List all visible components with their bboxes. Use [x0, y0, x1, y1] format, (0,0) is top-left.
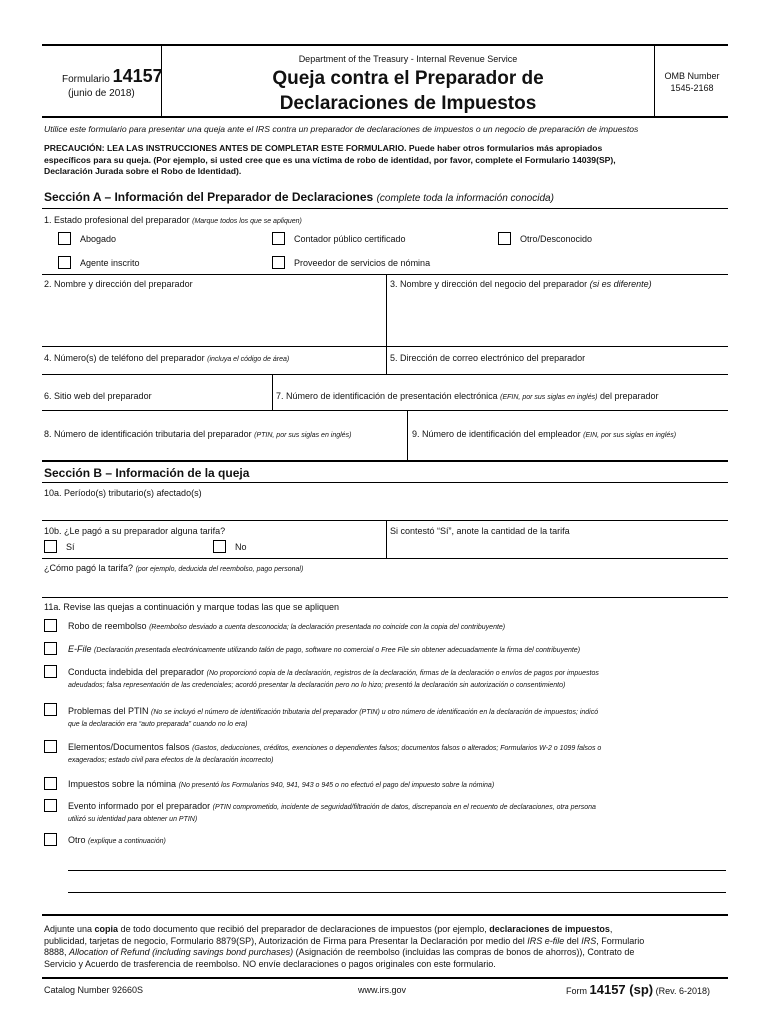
q3-field[interactable]: [387, 292, 728, 346]
section-a-title: Sección A – Información del Preparador de Declaraciones (complete toda la información conocida): [44, 190, 554, 204]
how-paid-label: ¿Cómo pagó la tarifa? (por ejemplo, deducida del reembolso, pago personal): [44, 563, 304, 573]
checkbox-agente-inscrito[interactable]: [58, 256, 71, 269]
checkbox-abogado[interactable]: [58, 232, 71, 245]
q6-label: 6. Sitio web del preparador: [44, 391, 152, 401]
complaint-impuestos-nomina: Impuestos sobre la nómina (No presentó los Formularios 940, 941, 943 o 945 o no efectuó el pago del impuesto sobre la nómina): [68, 779, 495, 789]
checkbox-contador[interactable]: [272, 232, 285, 245]
q7-label: 7. Número de identificación de presentación electrónica (EFIN, por sus siglas en inglés) del preparador: [276, 391, 659, 401]
checkbox-otro[interactable]: [44, 833, 57, 846]
q2-label: 2. Nombre y dirección del preparador: [44, 279, 193, 289]
option-agente-label: Agente inscrito: [80, 258, 140, 268]
explanation-line-1[interactable]: [68, 870, 726, 871]
no-label: No: [235, 542, 247, 552]
form-id-box: [42, 46, 162, 118]
catalog-number: Catalog Number 92660S: [44, 985, 144, 995]
checkbox-evento-informado[interactable]: [44, 799, 57, 812]
q1-label: 1. Estado profesional del preparador (Marque todos los que se apliquen): [44, 215, 302, 225]
checkbox-proveedor-nomina[interactable]: [272, 256, 285, 269]
option-contador-label: Contador público certificado: [294, 234, 406, 244]
si-label: Sí: [66, 542, 75, 552]
checkbox-conducta-indebida[interactable]: [44, 665, 57, 678]
checkbox-impuestos-nomina[interactable]: [44, 777, 57, 790]
form-title: Queja contra el Preparador de Declaraciones de Impuestos: [272, 68, 544, 114]
fee-amount-label: Si contestó “Sí”, anote la cantidad de la tarifa: [390, 526, 570, 536]
form-number: Formulario 14157: [62, 66, 163, 86]
checkbox-otro-desconocido[interactable]: [498, 232, 511, 245]
q10a-label: 10a. Período(s) tributario(s) afectado(s): [44, 488, 202, 498]
complaint-evento-informado: Evento informado por el preparador (PTIN comprometido, incidente de seguridad/filtración de datos, discrepancia en el recuento de declaraciones, otra persona utilizó su identidad para obtener un PTIN): [68, 801, 596, 823]
checkbox-problemas-ptin[interactable]: [44, 703, 57, 716]
q8-label: 8. Número de identificación tributaria del preparador (PTIN, por sus siglas en inglés): [44, 429, 352, 439]
q2-field[interactable]: [42, 292, 386, 346]
complaint-elementos-falsos: Elementos/Documentos falsos (Gastos, deducciones, créditos, exenciones o dependientes falsos; documentos falsos o alterados; Formularios W-2 o 1099 falsos o exagerados; estado civil para efectos de la declaración incorrecto): [68, 742, 602, 764]
form-header: [42, 44, 728, 118]
option-otro-label: Otro/Desconocido: [520, 234, 593, 244]
q11a-label: 11a. Revise las quejas a continuación y marque todas las que se apliquen: [44, 602, 340, 612]
form-date: (junio de 2018): [68, 88, 135, 99]
checkbox-robo-reembolso[interactable]: [44, 619, 57, 632]
section-b-title: Sección B – Información de la queja: [44, 466, 250, 480]
complaint-efile: E-File (Declaración presentada electrónicamente utilizando talón de pago, software no comercial o Free File sin obtener adecuadamente la firma del contribuyente): [68, 644, 581, 654]
title-box: [162, 46, 654, 118]
form-footer-id: Form 14157 (sp) (Rev. 6-2018): [566, 982, 710, 997]
q4-label: 4. Número(s) de teléfono del preparador (incluya el código de área): [44, 353, 290, 363]
website: www.irs.gov: [358, 985, 407, 995]
omb-number: 1545-2168: [670, 83, 714, 93]
omb-label: OMB Number: [664, 71, 720, 81]
checkbox-si[interactable]: [44, 540, 57, 553]
attach-note: Adjunte una copia de todo documento que recibió del preparador de declaraciones de impuestos (por ejemplo, declaraciones de impuestos, publicidad, tarjetas de negocio, Formulario 8879(SP), Autorización de Firma para Presentar la Declaración por medio del IRS e-file del IRS, Formulario 8888, Allocation of Refund (including savings bond purchases) (Asignación de reembolso (incluidas las compras de bonos de ahorros)), Contrato de Servicio y Acuerdo de trasferencia de reembolso. NO envíe declaraciones o pagos originales con este formulario.: [44, 924, 645, 969]
complaint-robo-reembolso: Robo de reembolso (Reembolso desviado a cuenta desconocida; la declaración presentada no coincide con la copia del contribuyente): [68, 621, 506, 631]
complaint-otro: Otro (explique a continuación): [68, 835, 166, 845]
q3-label: 3. Nombre y dirección del negocio del preparador (si es diferente): [390, 279, 652, 289]
q5-label: 5. Dirección de correo electrónico del preparador: [390, 353, 586, 363]
complaint-problemas-ptin: Problemas del PTIN (No se incluyó el número de identificación tributaria del preparador (PTIN) u otro número de identificación en la declaración de impuestos; indicó que la declaración era “auto preparada” cuando no lo era): [68, 706, 599, 728]
checkbox-efile[interactable]: [44, 642, 57, 655]
complaint-conducta-indebida: Conducta indebida del preparador (No proporcionó copia de la declaración, registros de la declaración, firmas de la declaración o envíos de pagos por impuestos adeudados; falsa representación de las credenciales; acordó presentar la declaración pero no lo hizo; presentó la declaración sin autorización o consentimiento): [68, 667, 599, 689]
caution-text: PRECAUCIÓN: LEA LAS INSTRUCCIONES ANTES DE COMPLETAR ESTE FORMULARIO. Puede haber otros formularios más apropiados específicos para su queja. (Por ejemplo, si usted cree que es una víctima de robo de identidad, por favor, complete el Formulario 14039(SP), Declaración Jurada sobre el Robo de Identidad).: [44, 143, 616, 176]
omb-box: [654, 46, 728, 118]
q9-label: 9. Número de identificación del empleador (EIN, por sus siglas en inglés): [412, 429, 677, 439]
option-proveedor-label: Proveedor de servicios de nómina: [294, 258, 431, 268]
explanation-line-2[interactable]: [68, 892, 726, 893]
checkbox-elementos-falsos[interactable]: [44, 740, 57, 753]
option-abogado-label: Abogado: [80, 234, 117, 244]
intro-text: Utilice este formulario para presentar una queja ante el IRS contra un preparador de declaraciones de impuestos o un negocio de preparación de impuestos: [44, 124, 639, 134]
checkbox-no[interactable]: [213, 540, 226, 553]
department: Department of the Treasury - Internal Revenue Service: [298, 54, 518, 64]
q10b-label: 10b. ¿Le pagó a su preparador alguna tarifa?: [44, 526, 226, 536]
